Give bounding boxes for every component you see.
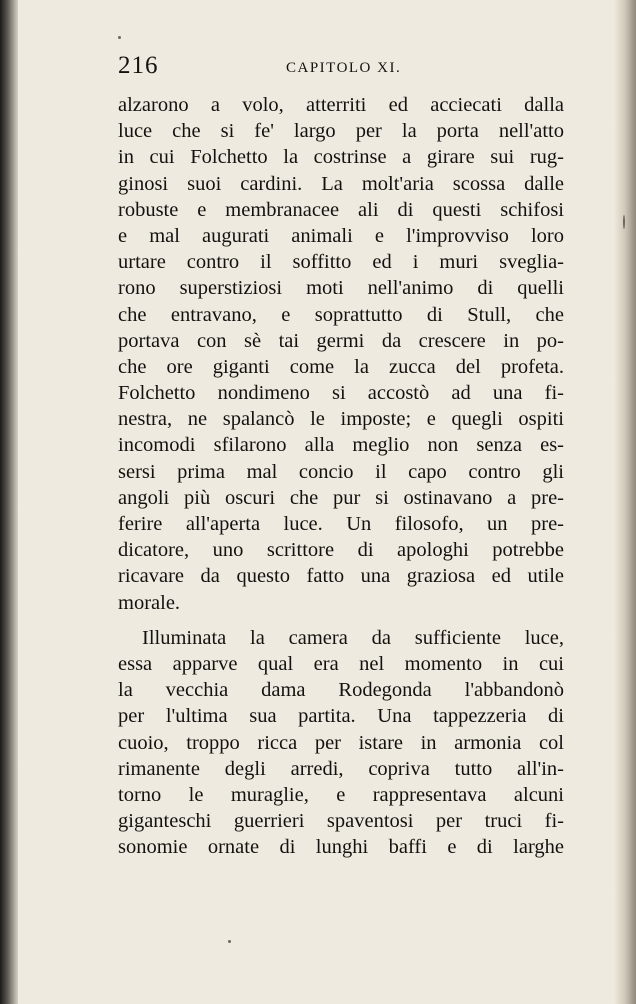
text-line: rimanente degli arredi, copriva tutto all'in- <box>118 757 564 780</box>
text-line: alzarono a volo, atterriti ed acciecati dalla <box>118 94 564 116</box>
text-line: angoli più oscuri che pur si ostinavano a pre- <box>118 486 564 509</box>
text-line: che entravano, e soprattutto di Stull, che <box>118 303 564 326</box>
text-line: ricavare da questo fatto una graziosa ed utile <box>118 565 564 588</box>
text-line: incomodi sfilarono alla meglio non senza es- <box>118 434 564 457</box>
text-line: nestra, ne spalancò le imposte; e quegli ospiti <box>118 408 564 431</box>
paper-speck <box>228 940 231 943</box>
page-number: 216 <box>118 52 159 79</box>
text-line: luce che si fe' largo per la porta nell'atto <box>118 120 564 143</box>
text-line: robuste e membranacee ali di questi schifosi <box>118 198 564 221</box>
text-line: sersi prima mal concio il capo contro gli <box>118 460 564 483</box>
text-line: portava con sè tai germi da crescere in po- <box>118 329 564 352</box>
binding-gutter-shadow <box>0 0 18 1004</box>
text-line: Illuminata la camera da sufficiente luce, <box>142 626 564 649</box>
text-line: rono superstiziosi moti nell'animo di quelli <box>118 277 564 300</box>
paper-speck <box>623 215 625 229</box>
paragraph-1 <box>118 92 564 616</box>
body-text <box>118 92 564 860</box>
text-line: morale. <box>118 591 181 614</box>
text-line: dicatore, uno scrittore di apologhi potrebbe <box>118 539 564 562</box>
paragraph-gap <box>118 616 564 625</box>
paragraph-2 <box>118 625 564 861</box>
text-line: torno le muraglie, e rappresentava alcuni <box>118 783 564 806</box>
text-line: cuoio, troppo ricca per istare in armonia col <box>118 731 564 754</box>
page-edge-shadow <box>614 0 636 1004</box>
text-line: e mal augurati animali e l'improvviso loro <box>118 224 564 247</box>
chapter-title: CAPITOLO XI. <box>286 60 402 76</box>
text-line: Folchetto nondimeno si accostò ad una fi- <box>118 382 564 405</box>
text-line: la vecchia dama Rodegonda l'abbandonò <box>118 679 564 702</box>
text-line: che ore giganti come la zucca del profeta. <box>118 355 564 378</box>
running-header <box>118 52 568 88</box>
text-line: ginosi suoi cardini. La molt'aria scossa dalle <box>118 172 564 195</box>
text-line: ferire all'aperta luce. Un filosofo, un pre- <box>118 513 564 535</box>
text-line: urtare contro il soffitto ed i muri sveglia- <box>118 251 564 274</box>
text-line: in cui Folchetto la costrinse a girare sui rug- <box>118 146 564 169</box>
paper-speck <box>118 36 121 39</box>
text-line: giganteschi guerrieri spaventosi per truci fi- <box>118 810 564 833</box>
text-line: per l'ultima sua partita. Una tappezzeria di <box>118 705 564 728</box>
text-line: essa apparve qual era nel momento in cui <box>118 652 564 675</box>
text-line: sonomie ornate di lunghi baffi e di larghe <box>118 836 564 859</box>
